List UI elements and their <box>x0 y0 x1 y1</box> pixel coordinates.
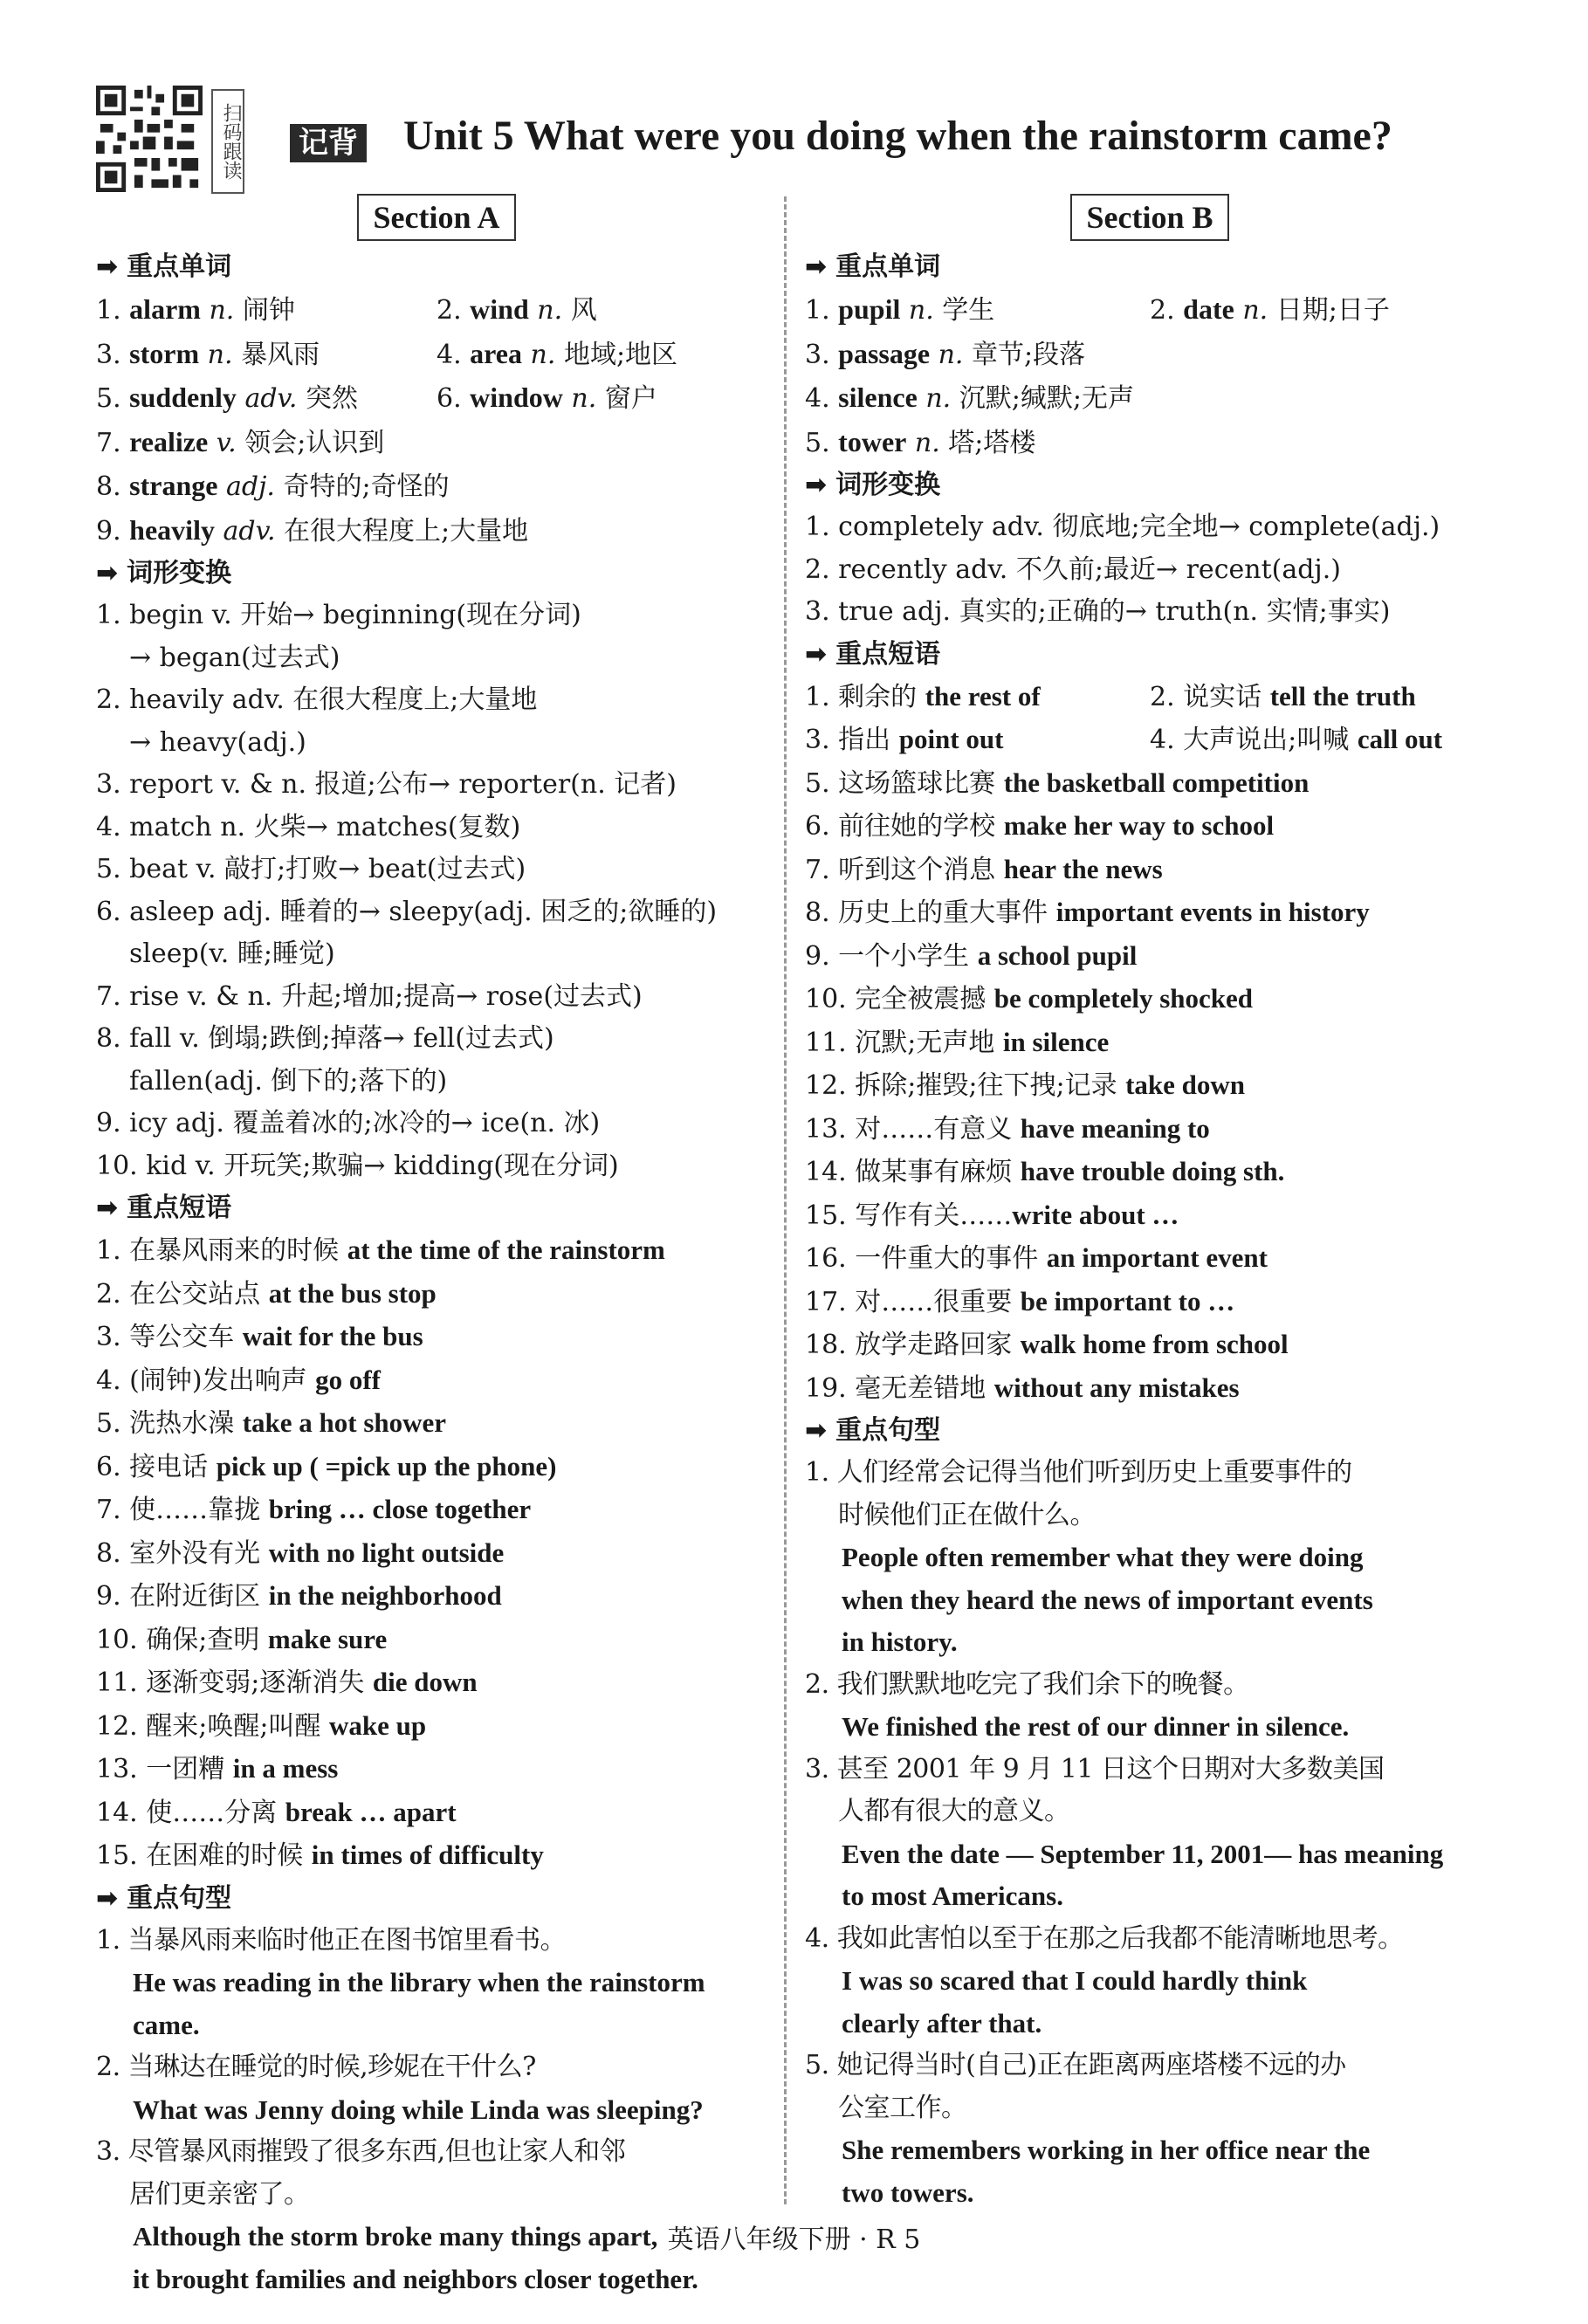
phrase-chinese: 8. 历史上的重大事件 <box>805 897 1056 928</box>
phrase-item <box>96 1316 777 1359</box>
phrase-chinese: 13. 一团糟 <box>96 1754 233 1784</box>
word-pos: n. <box>906 427 940 458</box>
word-meaning: 闹钟 <box>234 295 295 326</box>
word-term: pupil <box>838 293 901 325</box>
memorize-badge: 记背 <box>290 124 367 162</box>
word-meaning: 暴风雨 <box>232 339 320 370</box>
phrase-chinese: 1. 剩余的 <box>805 681 925 712</box>
word-item <box>96 509 777 553</box>
word-term: realize <box>129 425 209 457</box>
phrase-chinese: 11. 沉默;无声地 <box>805 1027 1003 1058</box>
phrase-chinese: 4. (闹钟)发出响声 <box>96 1365 316 1396</box>
word-forms-heading: ➡ 词形变换 <box>96 558 232 588</box>
phrase-english: at the bus stop <box>268 1277 437 1309</box>
phrase-chinese: 5. 这场篮球比赛 <box>805 767 1004 799</box>
phrase-english: hear the news <box>1003 853 1163 884</box>
sentence-item <box>805 2045 1495 2214</box>
word-number: 3. <box>96 339 130 370</box>
phrase-item <box>96 1446 777 1489</box>
word-term: alarm <box>129 293 201 325</box>
phrase-item <box>96 1359 777 1403</box>
phrase-item <box>805 719 1150 762</box>
sentence-english: He was reading in the library when the rainstorm <box>133 1967 705 1997</box>
key-sentences-heading: ➡ 重点句型 <box>96 1882 232 1914</box>
word-item <box>805 376 1495 421</box>
word-pos: adj. <box>217 471 275 502</box>
word-form-line: 7. rise v. & n. 升起;增加;提高→ rose(过去式) <box>96 980 643 1012</box>
word-forms-list <box>805 506 1495 634</box>
sentence-english: What was Jenny doing while Linda was sleeping? <box>133 2094 704 2125</box>
word-pos: n. <box>522 339 556 370</box>
sentence-english: clearly after that. <box>842 2007 1042 2039</box>
word-pos: n. <box>900 295 934 326</box>
word-term: window <box>470 382 563 413</box>
phrase-english: the rest of <box>925 680 1041 712</box>
phrase-item <box>805 1021 1495 1065</box>
sentence-english: to most Americans. <box>842 1881 1063 1911</box>
word-pos: n. <box>917 383 952 414</box>
sentence-english: two towers. <box>842 2176 974 2208</box>
word-item <box>96 288 437 333</box>
phrase-chinese: 1. 在暴风雨来的时候 <box>96 1235 347 1266</box>
sentence-chinese: 时候他们正在做什么。 <box>838 1499 1096 1530</box>
word-number: 4. <box>437 339 471 370</box>
phrase-english: pick up ( =pick up the phone) <box>216 1450 557 1482</box>
sentence-chinese: 2. 我们默默地吃完了我们余下的晚餐。 <box>805 1668 1249 1700</box>
phrase-chinese: 14. 做某事有麻烦 <box>805 1157 1021 1187</box>
word-meaning: 领会;认识到 <box>236 427 385 458</box>
word-item <box>96 464 777 509</box>
phrase-english: tell the truth <box>1269 680 1416 712</box>
sentence-item <box>96 2046 777 2131</box>
phrase-item <box>96 1619 777 1662</box>
sentence-item <box>805 1749 1495 1918</box>
word-item <box>437 376 777 421</box>
phrase-chinese: 9. 一个小学生 <box>805 940 978 972</box>
word-form-line: sleep(v. 睡;睡觉) <box>129 939 335 969</box>
phrase-item <box>96 1229 777 1273</box>
word-meaning: 沉默;缄默;无声 <box>951 383 1134 414</box>
phrase-english: an important event <box>1046 1242 1268 1273</box>
sentence-chinese: 公室工作。 <box>838 2092 967 2123</box>
phrase-english: in silence <box>1002 1026 1110 1057</box>
word-number: 3. <box>805 339 839 370</box>
word-pos: n. <box>930 339 964 370</box>
phrase-chinese: 10. 完全被震撼 <box>805 984 994 1014</box>
phrase-english: important events in history <box>1055 897 1370 927</box>
sentence-item <box>805 1918 1495 2046</box>
phrase-chinese: 7. 听到这个消息 <box>805 854 1004 885</box>
phrase-row <box>805 719 1495 762</box>
phrase-english: have meaning to <box>1020 1112 1210 1144</box>
word-meaning: 风 <box>562 295 597 326</box>
phrase-english: without any mistakes <box>993 1372 1240 1403</box>
sentence-chinese: 5. 她记得当时(自己)正在距离两座塔楼不远的办 <box>805 2050 1346 2080</box>
key-phrases-list <box>96 1229 777 1878</box>
word-number: 9. <box>96 515 130 547</box>
arrow-right-icon: ➡ <box>805 251 828 282</box>
arrow-right-icon: ➡ <box>96 558 119 588</box>
word-form-line: 8. fall v. 倒塌;跌倒;掉落→ fell(过去式) <box>96 1023 554 1054</box>
word-row <box>96 376 777 421</box>
sentence-item <box>805 1452 1495 1664</box>
word-term: storm <box>129 337 200 369</box>
phrase-item <box>805 1281 1495 1324</box>
phrase-chinese: 6. 前往她的学校 <box>805 811 1004 842</box>
phrase-item <box>1150 676 1495 719</box>
word-meaning: 章节;段落 <box>963 339 1086 370</box>
section-b-column <box>805 194 1495 2214</box>
sentence-english: Although the storm broke many things apart, <box>133 2221 658 2252</box>
phrase-row <box>805 676 1495 719</box>
word-item <box>96 421 777 465</box>
word-form-line: 2. heavily adv. 在很大程度上;大量地 <box>96 684 538 715</box>
phrase-chinese: 6. 接电话 <box>96 1451 217 1482</box>
word-term: wind <box>470 293 529 325</box>
word-item <box>805 333 1495 377</box>
phrase-chinese: 15. 写作有关…… <box>805 1200 1013 1231</box>
arrow-right-icon: ➡ <box>805 1415 828 1446</box>
word-item <box>1150 288 1495 333</box>
word-form-line: → heavy(adj.) <box>129 726 306 758</box>
phrase-chinese: 5. 洗热水澡 <box>96 1408 243 1439</box>
word-pos: n. <box>1234 295 1268 326</box>
phrase-english: go off <box>315 1364 382 1395</box>
word-row <box>96 333 777 377</box>
word-term: silence <box>838 382 918 413</box>
key-phrases-heading: ➡ 重点短语 <box>805 638 941 670</box>
section-b-title: Section B <box>805 194 1495 246</box>
phrase-english: in a mess <box>232 1753 339 1784</box>
phrase-chinese: 8. 室外没有光 <box>96 1537 269 1569</box>
word-term: tower <box>838 425 907 457</box>
word-meaning: 在很大程度上;大量地 <box>275 515 529 547</box>
phrase-item <box>805 978 1495 1021</box>
word-term: area <box>470 337 522 369</box>
sentence-item <box>96 1920 777 2047</box>
arrow-right-icon: ➡ <box>96 1193 119 1223</box>
word-item <box>437 333 777 377</box>
word-form-line: 9. icy adj. 覆盖着冰的;冰冷的→ ice(n. 冰) <box>96 1108 601 1138</box>
word-pos: v. <box>208 427 237 458</box>
sentence-english: We finished the rest of our dinner in silence. <box>842 1711 1350 1742</box>
word-item <box>805 288 1150 333</box>
word-pos: n. <box>562 383 597 414</box>
phrase-item <box>96 1748 777 1791</box>
word-number: 1. <box>805 295 839 326</box>
word-item <box>805 421 1495 465</box>
word-number: 2. <box>1150 295 1184 326</box>
sentence-chinese: 4. 我如此害怕以至于在那之后我都不能清晰地思考。 <box>805 1922 1404 1954</box>
sentence-english: when they heard the news of important events <box>842 1584 1373 1615</box>
sentence-english: People often remember what they were doing <box>842 1542 1364 1572</box>
phrase-chinese: 2. 说实话 <box>1150 681 1270 712</box>
phrase-chinese: 4. 大声说出;叫喊 <box>1150 725 1358 755</box>
phrase-item <box>96 1532 777 1576</box>
phrase-chinese: 19. 毫无差错地 <box>805 1372 994 1404</box>
phrase-chinese: 9. 在附近街区 <box>96 1581 269 1612</box>
phrase-item <box>805 849 1495 892</box>
word-form-line: 3. report v. & n. 报道;公布→ reporter(n. 记者) <box>96 769 677 800</box>
word-term: passage <box>838 337 931 369</box>
word-meaning: 塔;塔楼 <box>939 427 1036 458</box>
section-a-title: Section A <box>96 194 777 246</box>
word-row <box>96 288 777 333</box>
word-number: 5. <box>805 427 839 458</box>
phrase-item <box>805 1324 1495 1367</box>
word-form-line: 1. begin v. 开始→ beginning(现在分词) <box>96 600 581 630</box>
phrase-english: break … apart <box>285 1796 457 1827</box>
phrase-item <box>805 1194 1495 1238</box>
sentence-chinese: 1. 人们经常会记得当他们听到历史上重要事件的 <box>805 1457 1352 1488</box>
phrase-chinese: 7. 使……靠拢 <box>96 1495 269 1525</box>
phrase-chinese: 3. 指出 <box>805 725 899 755</box>
column-divider <box>784 196 787 2204</box>
sentence-english: it brought families and neighbors closer together. <box>133 2263 698 2294</box>
phrase-english: at the time of the rainstorm <box>347 1234 665 1265</box>
word-forms-heading: ➡ 词形变换 <box>805 470 941 500</box>
word-number: 5. <box>96 383 130 414</box>
word-pos: n. <box>200 295 235 326</box>
scan-to-read-label: 扫码跟读 <box>211 89 244 194</box>
phrase-english: in times of difficulty <box>311 1839 544 1870</box>
phrase-item <box>96 1661 777 1705</box>
sentence-chinese: 2. 当琳达在睡觉的时候,珍妮在干什么? <box>96 2052 536 2082</box>
phrase-english: die down <box>372 1667 478 1697</box>
phrase-english: take down <box>1125 1069 1246 1100</box>
sentence-chinese: 人都有很大的意义。 <box>838 1796 1070 1826</box>
phrase-item <box>805 1108 1495 1152</box>
sentence-english: She remembers working in her office near the <box>842 2135 1371 2165</box>
phrase-english: be important to … <box>1020 1285 1235 1317</box>
phrase-item <box>805 1367 1495 1411</box>
phrase-item <box>805 676 1150 719</box>
word-form-line: 6. asleep adj. 睡着的→ sleepy(adj. 困乏的;欲睡的) <box>96 896 718 927</box>
word-number: 4. <box>805 383 839 414</box>
phrase-chinese: 14. 使……分离 <box>96 1797 285 1828</box>
key-phrases-heading: ➡ 重点短语 <box>96 1193 232 1223</box>
arrow-right-icon: ➡ <box>805 638 828 670</box>
word-form-line: 10. kid v. 开玩笑;欺骗→ kidding(现在分词) <box>96 1150 619 1181</box>
sentence-english: came. <box>133 2009 200 2040</box>
word-form-line: 4. match n. 火柴→ matches(复数) <box>96 811 521 842</box>
key-words-list <box>805 288 1495 464</box>
phrase-english: bring … close together <box>268 1494 532 1524</box>
key-words-list <box>96 288 777 553</box>
phrase-chinese: 10. 确保;查明 <box>96 1624 268 1655</box>
key-words-heading: ➡ 重点单词 <box>96 251 232 282</box>
word-number: 7. <box>96 427 130 458</box>
word-number: 2. <box>437 295 471 326</box>
phrase-chinese: 15. 在困难的时候 <box>96 1840 312 1871</box>
arrow-right-icon: ➡ <box>96 1882 119 1914</box>
phrase-chinese: 11. 逐渐变弱;逐渐消失 <box>96 1667 373 1698</box>
word-number: 1. <box>96 295 130 326</box>
word-item <box>437 288 777 333</box>
word-meaning: 突然 <box>297 383 359 414</box>
phrase-english: be completely shocked <box>993 983 1253 1014</box>
word-term: date <box>1183 293 1234 325</box>
word-meaning: 奇特的;奇怪的 <box>274 471 450 502</box>
phrase-item <box>96 1834 777 1878</box>
word-row <box>805 288 1495 333</box>
word-form-line: fallen(adj. 倒下的;落下的) <box>129 1065 448 1097</box>
word-forms-list <box>96 595 777 1187</box>
word-term: strange <box>129 470 218 501</box>
phrase-chinese: 17. 对……很重要 <box>805 1286 1021 1317</box>
word-item <box>96 333 437 377</box>
phrase-chinese: 16. 一件重大的事件 <box>805 1243 1047 1274</box>
arrow-right-icon: ➡ <box>96 251 119 282</box>
word-item <box>96 376 437 421</box>
phrase-english: write about … <box>1012 1199 1179 1230</box>
page-footer: 英语八年级下册 · R 5 <box>667 2224 921 2255</box>
word-pos: adv. <box>236 383 298 414</box>
word-meaning: 地域;地区 <box>555 339 678 370</box>
phrase-english: make sure <box>267 1623 388 1654</box>
page-header <box>96 86 1493 199</box>
word-pos: n. <box>199 339 233 370</box>
phrase-english: wake up <box>329 1709 427 1741</box>
key-sentences-list <box>805 1452 1495 2214</box>
sentence-english: Even the date — September 11, 2001— has meaning <box>842 1838 1444 1869</box>
phrase-item <box>96 1273 777 1317</box>
phrase-chinese: 2. 在公交站点 <box>96 1278 269 1310</box>
phrase-english: take a hot shower <box>242 1407 447 1438</box>
sentence-chinese: 1. 当暴风雨来临时他正在图书馆里看书。 <box>96 1924 567 1956</box>
phrase-item <box>805 1237 1495 1281</box>
word-term: heavily <box>129 513 215 546</box>
word-form-line: → began(过去式) <box>129 642 340 673</box>
phrase-item <box>805 935 1495 979</box>
word-pos: adv. <box>214 515 276 547</box>
phrase-item <box>805 805 1495 849</box>
section-a-column <box>96 194 777 2300</box>
phrase-english: with no light outside <box>268 1537 505 1568</box>
word-number: 6. <box>437 383 471 414</box>
phrase-item <box>96 1791 777 1835</box>
phrase-english: walk home from school <box>1020 1329 1289 1359</box>
sentence-english: in history. <box>842 1626 958 1657</box>
word-meaning: 学生 <box>933 295 995 326</box>
phrase-item <box>96 1705 777 1749</box>
key-sentences-heading: ➡ 重点句型 <box>805 1415 941 1446</box>
sentence-chinese: 居们更亲密了。 <box>129 2178 310 2210</box>
phrase-english: point out <box>898 724 1004 754</box>
phrase-english: a school pupil <box>977 939 1138 971</box>
phrase-chinese: 12. 拆除;摧毁;往下拽;记录 <box>805 1070 1126 1101</box>
word-number: 8. <box>96 471 130 502</box>
sentence-chinese: 3. 尽管暴风雨摧毁了很多东西,但也让家人和邻 <box>96 2136 626 2167</box>
sentence-chinese: 3. 甚至 2001 年 9 月 11 日这个日期对大多数美国 <box>805 1753 1385 1784</box>
phrase-english: make her way to school <box>1003 810 1275 841</box>
word-meaning: 窗户 <box>596 383 657 414</box>
word-form-line: 2. recently adv. 不久前;最近→ recent(adj.) <box>805 553 1341 585</box>
phrase-item <box>96 1575 777 1619</box>
word-form-line: 3. true adj. 真实的;正确的→ truth(n. 实情;事实) <box>805 596 1391 627</box>
phrase-english: call out <box>1357 724 1443 754</box>
phrase-item <box>805 891 1495 935</box>
key-words-heading: ➡ 重点单词 <box>805 251 941 282</box>
word-form-line: 5. beat v. 敲打;打败→ beat(过去式) <box>96 854 526 884</box>
phrase-english: wait for the bus <box>242 1321 423 1351</box>
word-form-line: 1. completely adv. 彻底地;完全地→ complete(adj.) <box>805 512 1440 542</box>
phrase-chinese: 18. 放学走路回家 <box>805 1330 1021 1360</box>
phrase-item <box>96 1402 777 1446</box>
key-phrases-list <box>805 676 1495 1411</box>
phrase-chinese: 13. 对……有意义 <box>805 1113 1021 1145</box>
unit-title: Unit 5 What were you doing when the rainstorm came? <box>403 113 1392 159</box>
phrase-item <box>96 1489 777 1532</box>
phrase-item <box>1150 719 1495 762</box>
phrase-item <box>805 1151 1495 1194</box>
phrase-item <box>805 762 1495 806</box>
sentence-english: I was so scared that I could hardly think <box>842 1965 1308 1996</box>
sentence-item <box>96 2131 777 2300</box>
word-pos: n. <box>528 295 563 326</box>
arrow-right-icon: ➡ <box>805 470 828 500</box>
phrase-english: have trouble doing sth. <box>1020 1156 1285 1186</box>
phrase-chinese: 12. 醒来;唤醒;叫醒 <box>96 1710 329 1742</box>
phrase-english: in the neighborhood <box>268 1580 502 1611</box>
word-term: suddenly <box>129 382 237 413</box>
word-meaning: 日期;日子 <box>1268 295 1390 326</box>
phrase-chinese: 3. 等公交车 <box>96 1322 243 1352</box>
sentence-item <box>805 1664 1495 1749</box>
phrase-english: the basketball competition <box>1003 767 1310 798</box>
phrase-item <box>805 1064 1495 1108</box>
qr-code-icon[interactable] <box>96 86 203 192</box>
